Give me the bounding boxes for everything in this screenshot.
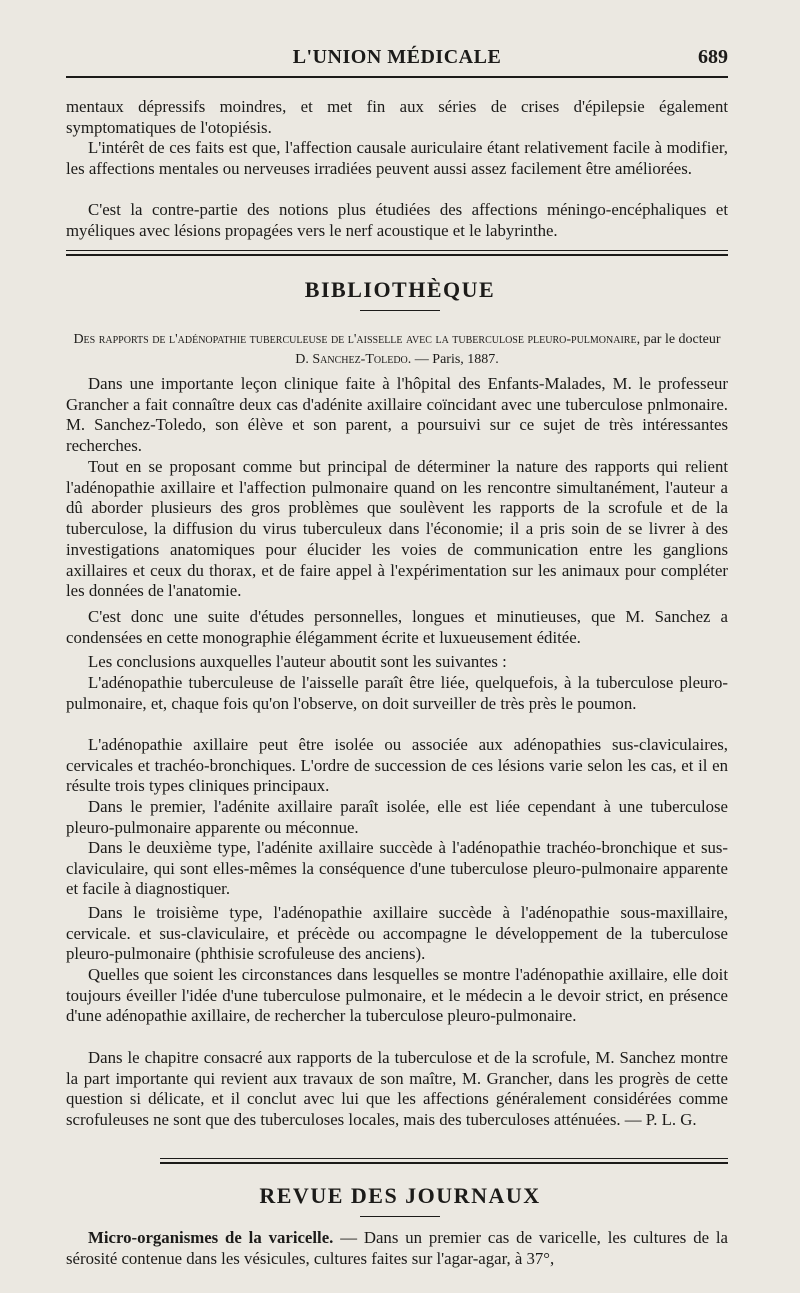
revue-lead-paragraph (66, 1228, 728, 1269)
intro-paragraph-3: C'est la contre-partie des notions plus étudiées des affections méningo-encéphaliques et myéliques avec lésions propagées vers le nerf acoustique et le labyrinthe. (66, 200, 728, 240)
running-title: L'UNION MÉDICALE (292, 46, 502, 68)
intro-paragraph-2: L'intérêt de ces faits est que, l'affection causale auriculaire étant relativement facile à modifier, les affections mentales ou nerveuses irradiées peuvent aussi assez facilement être améliorées. (66, 138, 728, 178)
revue-lead-heading: Micro-organismes de la varicelle. (88, 1228, 334, 1247)
book-place-year: . — Paris, 1887. (407, 352, 499, 367)
review-paragraph-4: Les conclusions auxquelles l'auteur aboutit sont les suivantes : (88, 652, 507, 671)
review-paragraph-6: L'adénopathie axillaire peut être isolée ou associée aux adénopathies sus-claviculaires, cervicales et trachéo-bronchiques. L'ordre de succession de ces lésions varie selon les cas, et il en résulte trois types cliniques principaux. (66, 735, 728, 796)
revue-lead-text: — Dans un premier cas de varicelle, les cultures de la sérosité contenue dans les vésicules, cultures faites sur l'agar-agar, à 37°, (66, 1228, 729, 1268)
page-number: 689 (698, 46, 728, 68)
section-rule-top (66, 250, 728, 251)
book-author: Sanchez-Toledo (312, 352, 408, 367)
bibliotheque-title-underline (360, 310, 440, 311)
review-paragraph-9: Dans le troisième type, l'adénopathie axillaire succède à l'adénopathie sous-maxillaire, cervicale. et sus-claviculaire, et précède ou accompagne le développement de la tuberculose pleuro-pulmonaire (phthisie scrofuleuse des anciens). (66, 903, 728, 964)
review-paragraph-11: Dans le chapitre consacré aux rapports de la tuberculose et de la scrofule, M. Sanchez montre la part importante qui revient aux travaux de son maître, M. Grancher, dans les progrès de cette question si délicate, et il conclut avec lui que les affections généralement considérées comme scrofuleuses ne sont que des tuberculoses locales, mais des tuberculoses atténuées. — P. L. G. (66, 1048, 728, 1130)
book-reference (66, 330, 728, 370)
section-rule-bottom-2 (160, 1162, 728, 1164)
section-rule-top-2 (160, 1158, 728, 1159)
review-paragraph-5: L'adénopathie tuberculeuse de l'aisselle paraît être liée, quelquefois, à la tuberculose pleuro-pulmonaire, et, chaque fois qu'on l'observe, on doit surveiller de très près le poumon. (66, 673, 728, 713)
revue-title: REVUE DES JOURNAUX (259, 1183, 541, 1208)
book-title: Des rapports de l'adénopathie tuberculeuse de l'aisselle avec la tuberculose pleuro-pulmonaire, (73, 332, 641, 347)
review-paragraph-10: Quelles que soient les circonstances dans lesquelles se montre l'adénopathie axillaire, elle doit toujours éveiller l'idée d'une tuberculose pulmonaire, et le médecin a le devoir strict, en présence d'une adénopathie axillaire, de rechercher la tuberculose pleuro-pulmonaire. (66, 965, 728, 1026)
intro-paragraph-1: mentaux dépressifs moindres, et met fin aux séries de crises d'épilepsie également symptomatiques de l'otopiésis. (66, 97, 728, 137)
bibliotheque-title: BIBLIOTHÈQUE (304, 277, 496, 302)
review-paragraph-7: Dans le premier, l'adénite axillaire paraît isolée, elle est liée cependant à une tuberculose pleuro-pulmonaire apparente ou méconnue. (66, 797, 728, 837)
running-head (66, 44, 728, 74)
header-rule (66, 76, 728, 78)
review-paragraph-3: C'est donc une suite d'études personnelles, longues et minutieuses, que M. Sanchez a condensées en cette monographie élégamment écrite et luxueusement éditée. (66, 607, 728, 647)
revue-title-underline (360, 1216, 440, 1217)
review-paragraph-1: Dans une importante leçon clinique faite à l'hôpital des Enfants-Malades, M. le professeur Grancher a fait connaître deux cas d'adénite axillaire coïncidant avec une tuberculose pnlmonaire. M. Sanchez-Toledo, son élève et son parent, a poursuivi sur ce sujet de très intéressantes recherches. (66, 374, 728, 456)
review-paragraph-8: Dans le deuxième type, l'adénite axillaire succède à l'adénopathie trachéo-bronchique et sus-claviculaire, qui sont elles-mêmes la conséquence d'une tuberculose pleuro-pulmonaire apparente et facile à diagnostiquer. (66, 838, 728, 899)
section-rule-bottom (66, 254, 728, 256)
book-author-prefix: par le docteur D. (295, 332, 721, 367)
review-paragraph-2: Tout en se proposant comme but principal de déterminer la nature des rapports qui relient l'adénopathie axillaire et l'affection pulmonaire quand on les rencontre simultanément, l'auteur a dû aborder plusieurs des gros problèmes que soulèvent les rapports de la scrofule et de la tuberculose, la diffusion du virus tuberculeux dans l'économie; il a pris soin de se livrer à des investigations anatomiques pour élucider les voies de communication entre les ganglions axillaires et ceux du thorax, et de faire appel à l'expérimentation sur les animaux pour compléter les données de l'anatomie. (66, 457, 728, 601)
